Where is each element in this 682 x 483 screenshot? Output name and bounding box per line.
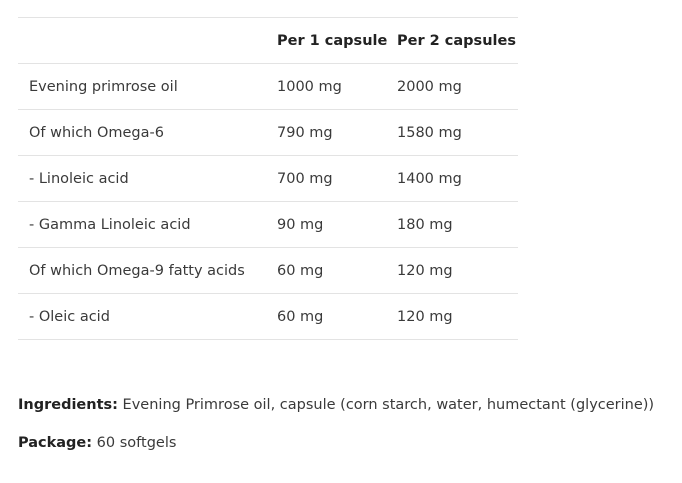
cell-per-1-capsule: 60 mg xyxy=(277,248,397,294)
ingredients-line xyxy=(18,397,654,413)
table-row xyxy=(18,294,518,340)
package-text: 60 softgels xyxy=(92,435,177,451)
cell-per-1-capsule: 60 mg xyxy=(277,294,397,340)
cell-nutrient: Of which Omega-9 fatty acids xyxy=(18,248,277,294)
cell-per-2-capsules: 120 mg xyxy=(397,294,518,340)
package-label: Package: xyxy=(18,435,93,451)
ingredients-text: Evening Primrose oil, capsule (corn starch, water, humectant (glycerine)) xyxy=(117,397,655,413)
cell-per-2-capsules: 180 mg xyxy=(397,202,518,248)
cell-nutrient: - Oleic acid xyxy=(18,294,277,340)
cell-nutrient: Of which Omega-6 xyxy=(18,110,277,156)
cell-per-2-capsules: 120 mg xyxy=(397,248,518,294)
cell-per-2-capsules: 1580 mg xyxy=(397,110,518,156)
column-header-per-1-capsule: Per 1 capsule xyxy=(277,18,397,64)
table-header-row xyxy=(18,18,518,64)
cell-per-2-capsules: 1400 mg xyxy=(397,156,518,202)
cell-per-1-capsule: 1000 mg xyxy=(277,64,397,110)
cell-nutrient: - Linoleic acid xyxy=(18,156,277,202)
ingredients-label: Ingredients: xyxy=(18,397,118,413)
cell-per-2-capsules: 2000 mg xyxy=(397,64,518,110)
cell-per-1-capsule: 700 mg xyxy=(277,156,397,202)
cell-per-1-capsule: 790 mg xyxy=(277,110,397,156)
cell-per-1-capsule: 90 mg xyxy=(277,202,397,248)
table-row xyxy=(18,110,518,156)
table-row xyxy=(18,64,518,110)
table-row xyxy=(18,156,518,202)
column-header-per-2-capsules: Per 2 capsules xyxy=(397,18,518,64)
cell-nutrient: Evening primrose oil xyxy=(18,64,277,110)
cell-nutrient: - Gamma Linoleic acid xyxy=(18,202,277,248)
column-header-name xyxy=(18,18,277,64)
package-line xyxy=(18,435,176,451)
table-row xyxy=(18,202,518,248)
table-row xyxy=(18,248,518,294)
nutrition-table xyxy=(18,17,518,340)
